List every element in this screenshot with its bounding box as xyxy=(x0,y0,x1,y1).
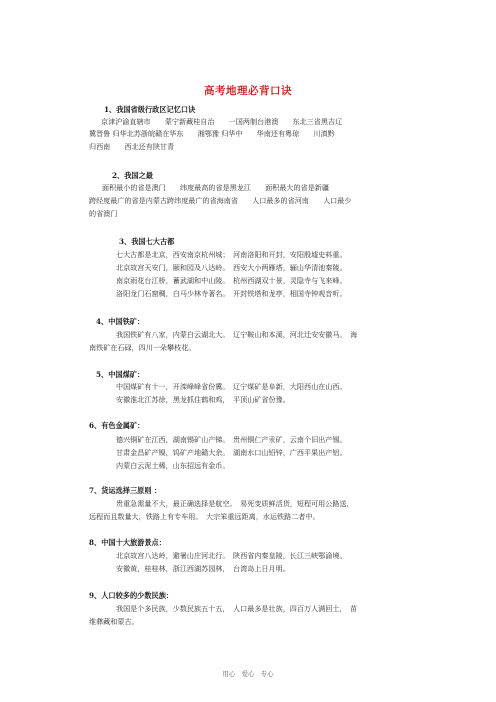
section-line: 甘肃金昌矿产镍，钨矿产地赣大余。 湖南水口山铅锌，广西平果出产铝。 xyxy=(116,448,347,457)
section-line: 北京故宫八达岭，避暑山庄河北行。 陕西省内秦皇陵，长江三峡鄂渝境。 xyxy=(116,551,347,560)
section-line: 安徽黄，桂桂林，浙江西湖苏园林， 台湾岛上日月明。 xyxy=(116,564,290,573)
section-line: 的省澳门 xyxy=(89,209,118,218)
section-heading: 1、我国省级行政区记忆口诀 xyxy=(104,105,196,114)
section-line: 洛阳龙门石窟稠，白马少林寺著名。 开封铁塔和龙亭，相国寺钟观音听。 xyxy=(116,289,347,298)
section-line: 维彝藏和蒙古。 xyxy=(89,617,139,626)
section-line: 安徽淮北江苏徐，黑龙抓住鹤和鸡， 平顶山矿省份豫。 xyxy=(116,395,290,404)
page-footer: 用心 爱心 专心 xyxy=(222,670,274,678)
section-heading: 2、我国之最 xyxy=(112,171,153,180)
section-heading: 8、中国十大旅游景点： xyxy=(89,538,166,547)
document-title: 高考地理必背口诀 xyxy=(204,85,292,97)
section-line: 冀晋鲁 归华北苏浙皖赣在华东 湘鄂豫 归华中 华南还有粤琼 川滇黔 xyxy=(89,129,335,138)
section-line: 内蒙白云泥土稀，山东招远有金币。 xyxy=(116,461,230,470)
section-heading: 7、货运选择三原则 ： xyxy=(89,486,162,495)
section-heading: 5、中国煤矿： xyxy=(96,370,145,379)
section-line: 跨经度最广的省是内蒙古跨纬度最广的省海南省 人口最多的省河南 人口最少 xyxy=(89,196,352,205)
section-line: 我国铁矿有八家，内蒙白云湖北大。 辽宁鞍山和本溪，河北迁安安徽马。 海 xyxy=(116,330,358,339)
section-line: 归西南 西北还有陕甘青 xyxy=(89,142,175,151)
section-heading: 3、我国七大古都 xyxy=(119,237,175,246)
section-line: 南铁矿在石碌，四川一朵攀枝花。 xyxy=(89,343,196,352)
section-line: 京津沪渝直辖市 蒙宁新藏桂自治 一国两制台港澳 东北三省黑吉辽 xyxy=(101,117,343,126)
section-line: 北京故宫天安门，颐和园及八达岭。 西安大小两雁塔，骊山华清池秦陵。 xyxy=(116,263,347,272)
section-line: 七大古都是北京，西安南京杭州城； 河南洛阳和开封，安阳殷墟史料重。 xyxy=(116,250,347,259)
section-line: 德兴铜矿在江西，湖南锡矿山产锑。 贵州铜仁产汞矿，云南个旧出产锡。 xyxy=(116,435,347,444)
section-heading: 4、中国铁矿： xyxy=(96,317,145,326)
section-line: 面积最小的省是澳门 纬度最高的省是黑龙江 面积最大的省是新疆 xyxy=(102,183,329,192)
section-line: 我国是个多民族，少数民族五十五， 人口最多是壮族，四百万人满回土， 苗 xyxy=(116,604,358,613)
section-heading: 6、有色金属矿： xyxy=(89,421,145,430)
section-line: 南京雨花台江桥，蓄武湖和中山陵。 杭州西湖双十景，灵隐寺与飞来峰。 xyxy=(116,276,347,285)
section-line: 贵重急需量不大，最正确选择是航空。 易死变质鲜活货，短程可用公路送， xyxy=(116,499,354,508)
section-line: 远程而且数量大，铁路上有专车用。 大宗笨重远距离，水运铁路二者中。 xyxy=(89,512,320,521)
section-heading: 9、人口较多的少数民族： xyxy=(89,591,174,600)
section-line: 中国煤矿有十一，开滦峰峰省份冀。 辽宁煤矿是阜新，大阳西山在山西。 xyxy=(116,382,347,391)
